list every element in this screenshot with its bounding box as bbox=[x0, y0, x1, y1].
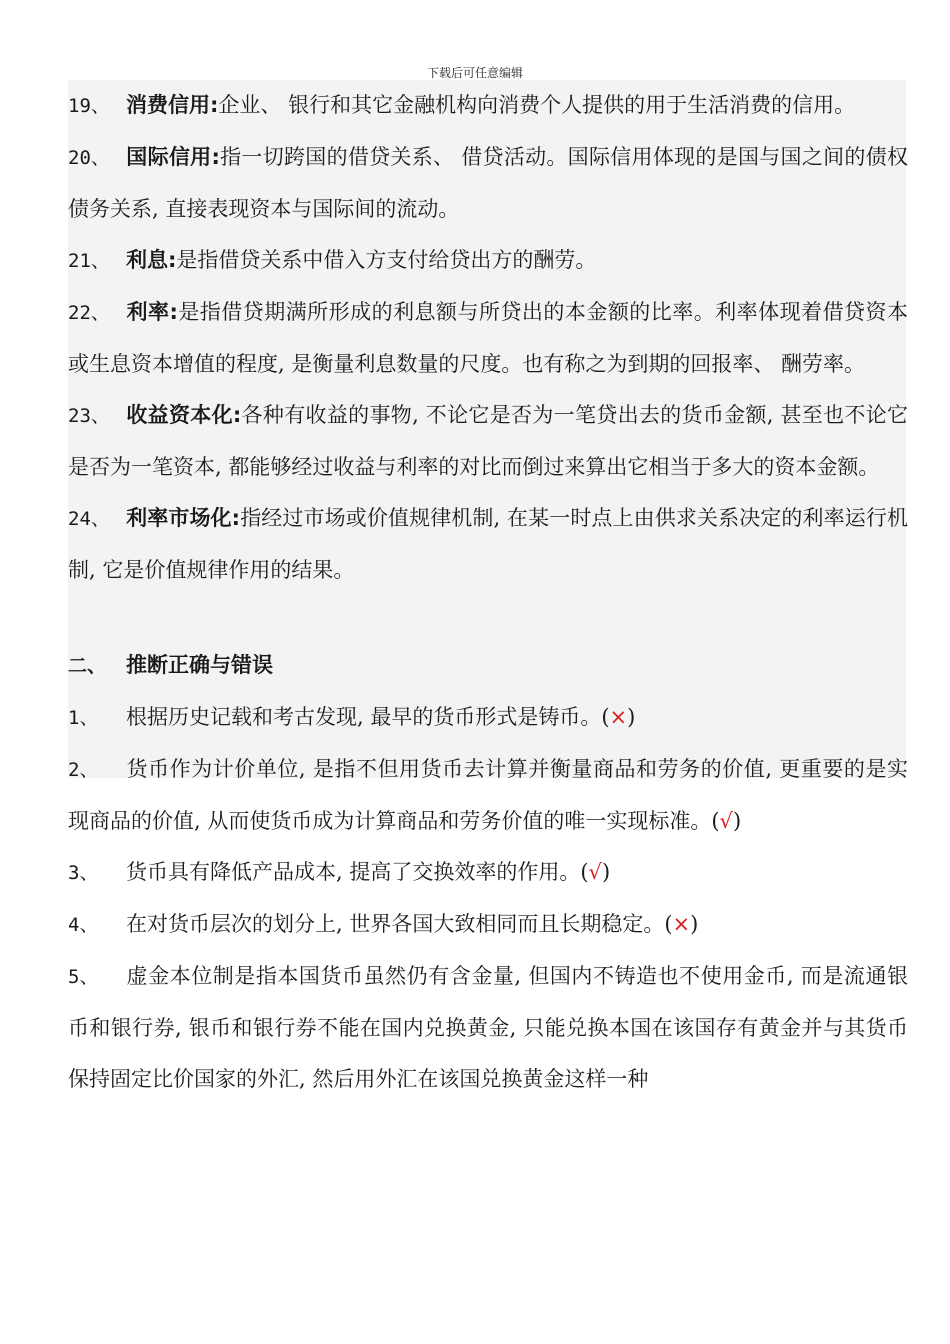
cross-mark-icon: × bbox=[609, 705, 628, 729]
section-title: 推断正确与错误 bbox=[126, 653, 273, 677]
item-number: 20、 bbox=[68, 147, 110, 169]
definition-text: 各种有收益的事物, 不论它是否为一笔贷出去的货币金额, 甚至也不论它是否为一笔资本, 都能够经过收益与利率的对比而倒过来算出它相当于多大的资本金额。 bbox=[68, 403, 909, 479]
cross-mark-icon: × bbox=[672, 912, 691, 936]
item-number: 5、 bbox=[68, 966, 99, 988]
item-number: 1、 bbox=[68, 707, 99, 729]
definition-21 bbox=[68, 235, 908, 287]
judgment-3 bbox=[68, 847, 908, 899]
judgment-5 bbox=[68, 951, 908, 1105]
close-paren: ) bbox=[627, 705, 636, 729]
definition-text: 是指借贷期满所形成的利息额与所贷出的本金额的比率。利率体现着借贷资本或生息资本增值的程度, 是衡量利息数量的尺度。也有称之为到期的回报率、 酬劳率。 bbox=[68, 300, 909, 376]
item-number: 24、 bbox=[68, 508, 110, 530]
term: 利率: bbox=[126, 300, 178, 324]
term: 消费信用: bbox=[126, 93, 219, 117]
definition-19 bbox=[68, 80, 908, 132]
close-paren: ) bbox=[732, 809, 742, 833]
judgment-text: 虚金本位制是指本国货币虽然仍有含金量, 但国内不铸造也不使用金币, 而是流通银币和银行券, 银币和银行券不能在国内兑换黄金, 只能兑换本国在该国存有黄金并与其货币保持固定比价国家的外汇, 然后用外汇在该国兑换黄金这样一种 bbox=[68, 964, 908, 1091]
document-body bbox=[68, 80, 908, 1105]
definition-text: 指一切跨国的借贷关系、 借贷活动。国际信用体现的是国与国之间的债权债务关系, 直接表现资本与国际间的流动。 bbox=[68, 145, 908, 221]
judgment-2 bbox=[68, 744, 908, 847]
item-number: 22、 bbox=[68, 302, 110, 324]
section-number: 二、 bbox=[68, 655, 107, 677]
item-number: 4、 bbox=[68, 914, 99, 936]
page-header: 下载后可任意编辑 bbox=[426, 66, 523, 80]
close-paren: ) bbox=[601, 860, 611, 884]
judgment-text: 货币作为计价单位, 是指不但用货币去计算并衡量商品和劳务的价值, 更重要的是实 现商品的价值, 从而使货币成为计算商品和劳务价值的唯一实现标准。( bbox=[68, 757, 908, 833]
item-number: 19、 bbox=[68, 95, 110, 117]
term: 国际信用: bbox=[126, 145, 220, 169]
section-spacer bbox=[68, 596, 908, 640]
item-number: 3、 bbox=[68, 862, 99, 884]
judgment-text: 根据历史记载和考古发现, 最早的货币形式是铸币。( bbox=[126, 705, 610, 729]
term: 收益资本化: bbox=[126, 403, 242, 427]
item-number: 23、 bbox=[68, 405, 110, 427]
item-number: 2、 bbox=[68, 759, 99, 781]
check-mark-icon: √ bbox=[719, 809, 733, 833]
judgment-1 bbox=[68, 692, 908, 744]
term: 利息: bbox=[126, 248, 177, 272]
definition-20 bbox=[68, 132, 908, 235]
definition-23 bbox=[68, 390, 908, 493]
definition-22 bbox=[68, 287, 908, 390]
judgment-text: 在对货币层次的划分上, 世界各国大致相同而且长期稳定。( bbox=[126, 912, 673, 936]
definition-text: 指经过市场或价值规律机制, 在某一时点上由供求关系决定的利率运行机制, 它是价值规律作用的结果。 bbox=[68, 506, 908, 582]
definition-24 bbox=[68, 493, 908, 596]
item-number: 21、 bbox=[68, 250, 110, 272]
definition-text: 是指借贷关系中借入方支付给贷出方的酬劳。 bbox=[176, 248, 597, 272]
judgment-text: 货币具有降低产品成本, 提高了交换效率的作用。( bbox=[126, 860, 589, 884]
judgment-4 bbox=[68, 899, 908, 951]
section-heading bbox=[68, 640, 908, 692]
definition-text: 企业、 银行和其它金融机构向消费个人提供的用于生活消费的信用。 bbox=[218, 93, 856, 117]
term: 利率市场化: bbox=[126, 506, 241, 530]
close-paren: ) bbox=[690, 912, 699, 936]
check-mark-icon: √ bbox=[588, 860, 602, 884]
